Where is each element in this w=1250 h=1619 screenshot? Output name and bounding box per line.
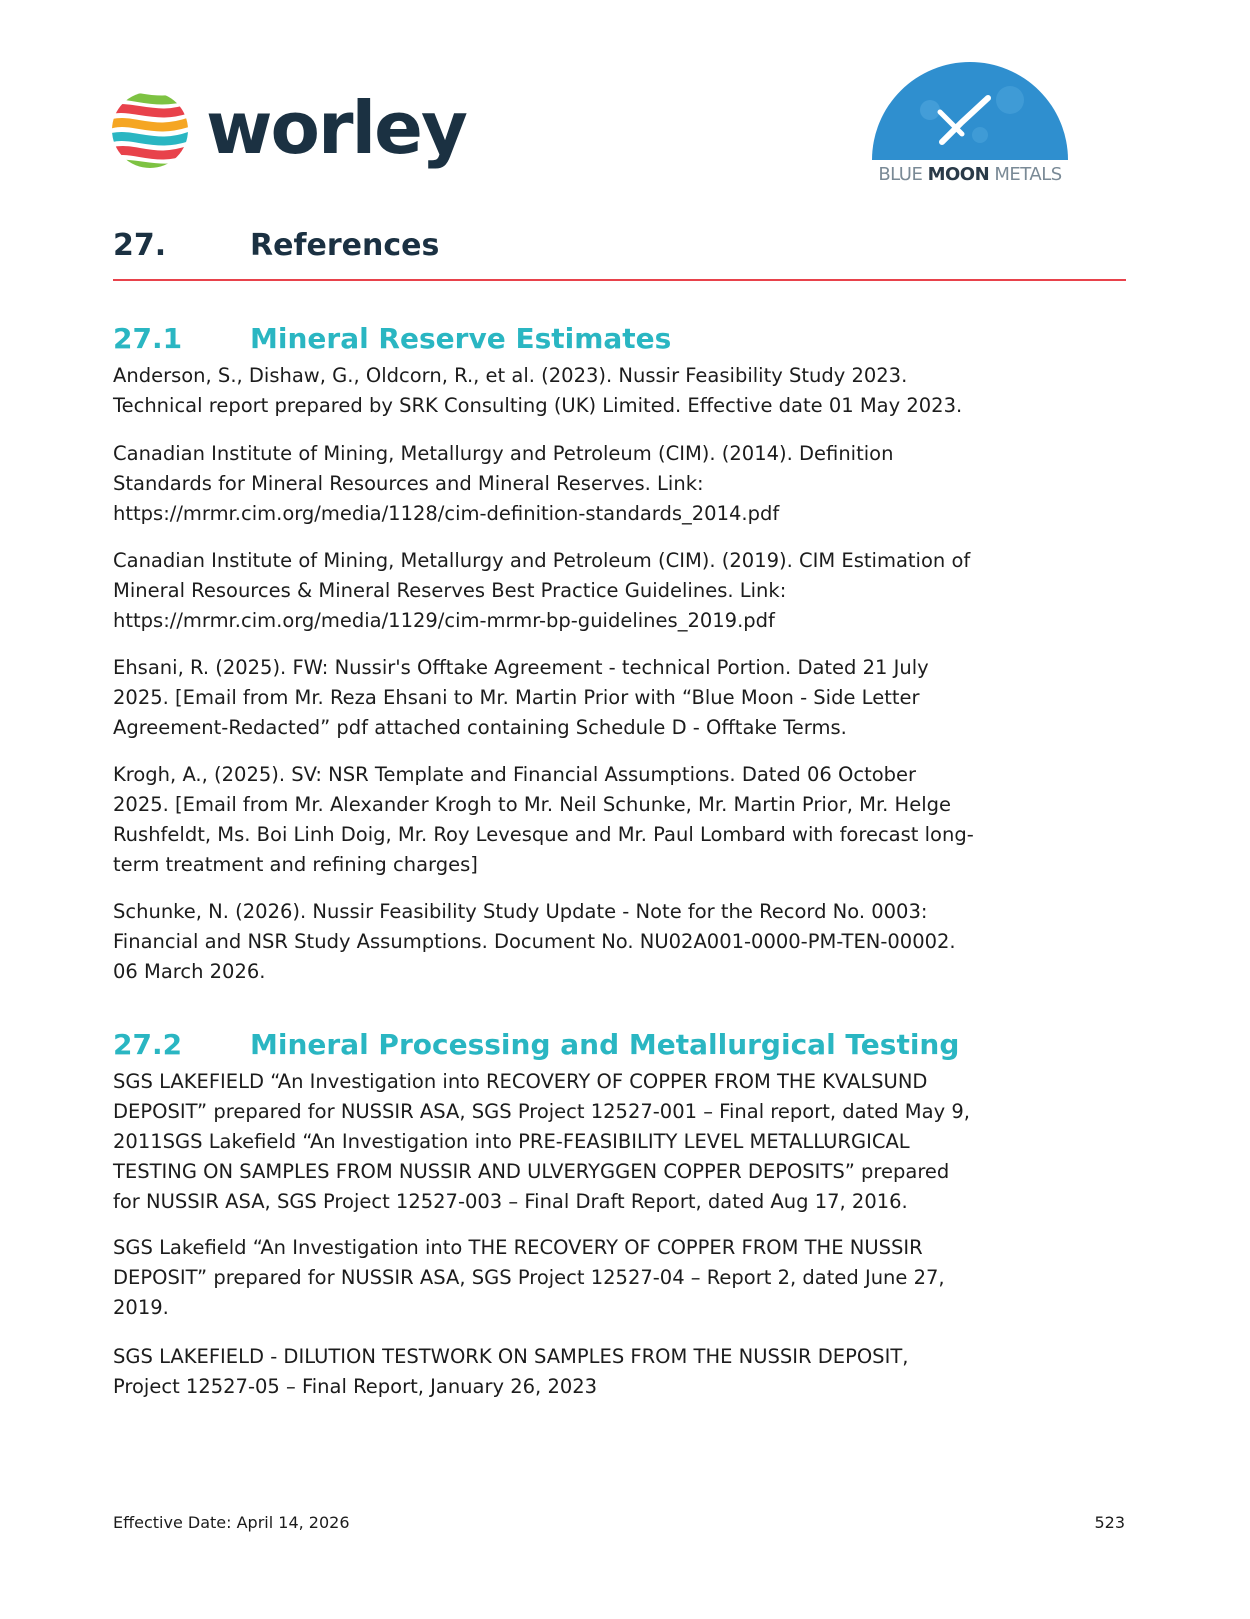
reference-entry: Canadian Institute of Mining, Metallurgy and Petroleum (CIM). (2014). Definition Standards for Mineral Resources and Mineral Reserves. Link: https://mrmr.cim.org/media/1128/cim-definition-standards_2014.pdf [113, 442, 894, 525]
footer-page-number: 523 [1094, 1513, 1125, 1532]
section-title: Mineral Processing and Metallurgical Testing [250, 1028, 960, 1061]
worley-swirl-icon [110, 86, 200, 176]
chapter-title: References [250, 228, 440, 263]
bm-text-blue: BLUE [878, 164, 923, 185]
reference-entry: SGS LAKEFIELD “An Investigation into RECOVERY OF COPPER FROM THE KVALSUND DEPOSIT” prepared for NUSSIR ASA, SGS Project 12527-001 – Final report, dated May 9, 2011SGS Lakefield “An Investigation into PRE-FEASIBILITY LEVEL METALLURGICAL TESTING ON SAMPLES FROM NUSSIR AND ULVERYGGEN COPPER DEPOSITS” prepared for NUSSIR ASA, SGS Project 12527-003 – Final Draft Report, dated Aug 17, 2016. [113, 1070, 970, 1213]
bm-text-moon: MOON [927, 164, 990, 185]
section-heading-27-2 [113, 1028, 1123, 1061]
section-title: Mineral Reserve Estimates [250, 322, 672, 355]
worley-logo [110, 86, 466, 176]
section-number: 27.2 [113, 1028, 183, 1061]
blue-moon-metals-wordmark [870, 164, 1070, 185]
reference-entry: SGS LAKEFIELD - DILUTION TESTWORK ON SAMPLES FROM THE NUSSIR DEPOSIT, Project 12527-05 – Final Report, January 26, 2023 [113, 1345, 909, 1398]
footer-effective-date: Effective Date: April 14, 2026 [113, 1513, 350, 1532]
chapter-number: 27. [113, 228, 167, 263]
section-heading-27-1 [113, 322, 1123, 355]
reference-entry: Canadian Institute of Mining, Metallurgy and Petroleum (CIM). (2019). CIM Estimation of Mineral Resources & Mineral Reserves Best Practice Guidelines. Link: https://mrmr.cim.org/media/1129/cim-mrmr-bp-guidelines_2019.pdf [113, 549, 971, 632]
reference-entry: Anderson, S., Dishaw, G., Oldcorn, R., et al. (2023). Nussir Feasibility Study 2023. Technical report prepared by SRK Consulting (UK) Limited. Effective date 01 May 2023. [113, 364, 963, 417]
chapter-divider [113, 279, 1126, 281]
blue-moon-metals-logo [870, 60, 1070, 190]
reference-entry: Schunke, N. (2026). Nussir Feasibility Study Update - Note for the Record No. 0003: Financial and NSR Study Assumptions. Document No. NU02A001-0000-PM-TEN-00002. 06 March 2026. [113, 900, 956, 983]
reference-entry: Krogh, A., (2025). SV: NSR Template and Financial Assumptions. Dated 06 October 2025. [Email from Mr. Alexander Krogh to Mr. Neil Schunke, Mr. Martin Prior, Mr. Helge Rushfeldt, Ms. Boi Linh Doig, Mr. Roy Levesque and Mr. Paul Lombard with forecast long- term treatment and refining charges] [113, 763, 974, 876]
section-number: 27.1 [113, 322, 183, 355]
worley-wordmark: worley [206, 86, 466, 170]
moon-icon [870, 60, 1070, 160]
reference-entry: Ehsani, R. (2025). FW: Nussir's Offtake Agreement - technical Portion. Dated 21 July 2025. [Email from Mr. Reza Ehsani to Mr. Martin Prior with “Blue Moon - Side Letter Agreement-Redacted” pdf attached containing Schedule D - Offtake Terms. [113, 656, 929, 739]
chapter-heading [113, 228, 1123, 263]
bm-text-metals: METALS [994, 164, 1062, 185]
reference-entry: SGS Lakefield “An Investigation into THE RECOVERY OF COPPER FROM THE NUSSIR DEPOSIT” prepared for NUSSIR ASA, SGS Project 12527-04 – Report 2, dated June 27, 2019. [113, 1236, 945, 1319]
